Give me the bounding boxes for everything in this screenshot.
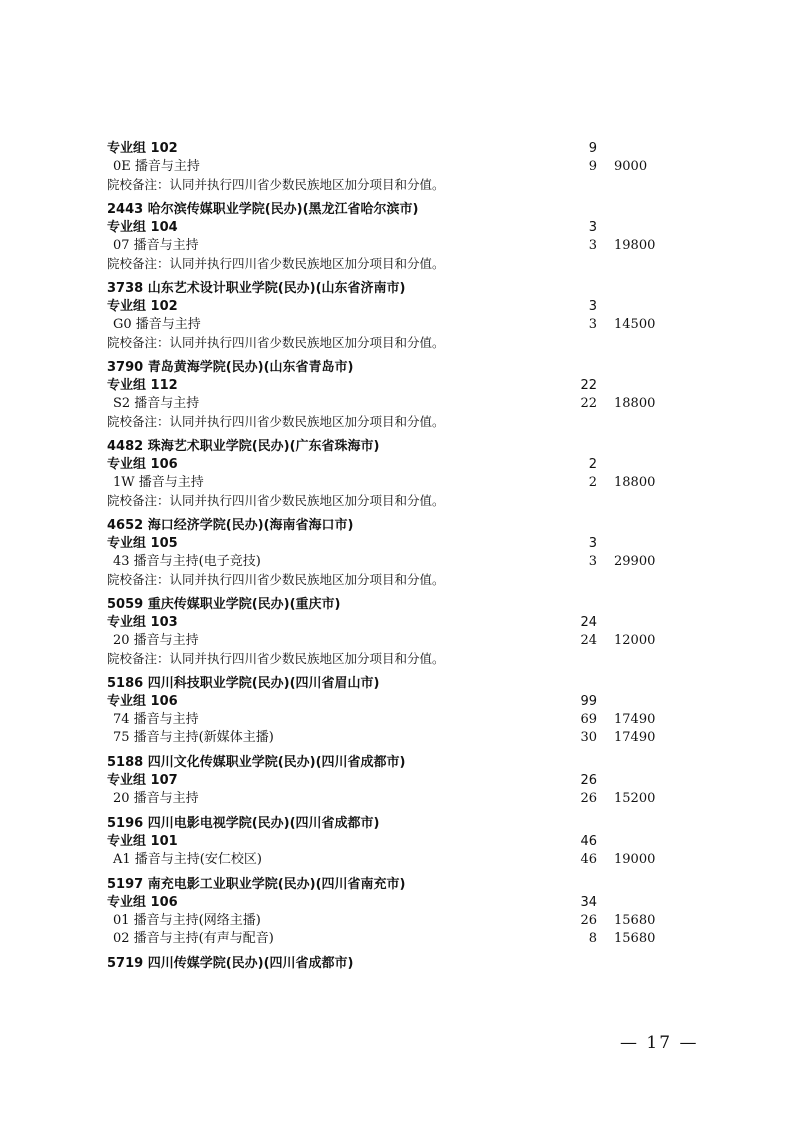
major-group-row [0, 219, 800, 237]
tuition-fee: 15680 [614, 913, 656, 928]
major-group-row [0, 140, 800, 158]
major-row [0, 316, 800, 334]
group-label: 专业组 106 [107, 694, 178, 709]
group-label: 专业组 105 [107, 536, 178, 551]
school-name: 5188 四川文化传媒职业学院(民办)(四川省成都市) [107, 755, 406, 770]
admission-table [0, 140, 800, 980]
school-name: 3738 山东艺术设计职业学院(民办)(山东省济南市) [107, 281, 406, 296]
school-block [0, 280, 800, 352]
major-label: 07 播音与主持 [113, 238, 199, 253]
school-name: 4652 海口经济学院(民办)(海南省海口市) [107, 518, 354, 533]
plan-count: 3 [588, 554, 597, 569]
group-label: 专业组 104 [107, 220, 178, 235]
major-label: G0 播音与主持 [113, 317, 201, 332]
school-heading [0, 675, 800, 693]
note-label: 院校备注：认同并执行四川省少数民族地区加分项目和分值。 [107, 177, 445, 192]
major-group-row [0, 456, 800, 474]
plan-count: 34 [580, 895, 597, 910]
major-group-row [0, 614, 800, 632]
major-label: 01 播音与主持(网络主播) [113, 913, 261, 928]
major-group-row [0, 772, 800, 790]
tuition-fee: 17490 [614, 730, 656, 745]
plan-count: 3 [588, 299, 597, 314]
tuition-fee: 18800 [614, 475, 656, 490]
plan-count: 24 [580, 615, 597, 630]
plan-count: 3 [588, 317, 597, 332]
major-row [0, 711, 800, 729]
plan-count: 46 [580, 834, 597, 849]
major-row [0, 158, 800, 176]
major-label: 75 播音与主持(新媒体主播) [113, 730, 274, 745]
school-block [0, 201, 800, 273]
major-label: 02 播音与主持(有声与配音) [113, 931, 274, 946]
major-row [0, 237, 800, 255]
major-row [0, 729, 800, 747]
tuition-fee: 19000 [614, 852, 656, 867]
major-label: A1 播音与主持(安仁校区) [113, 852, 262, 867]
plan-count: 2 [588, 475, 597, 490]
major-group-row [0, 894, 800, 912]
plan-count: 99 [580, 694, 597, 709]
major-row [0, 930, 800, 948]
plan-count: 26 [580, 913, 597, 928]
school-heading [0, 815, 800, 833]
plan-count: 26 [580, 791, 597, 806]
tuition-fee: 9000 [614, 159, 648, 174]
school-block [0, 359, 800, 431]
plan-count: 9 [588, 159, 597, 174]
major-label: 20 播音与主持 [113, 791, 199, 806]
tuition-fee: 15680 [614, 931, 656, 946]
major-label: S2 播音与主持 [113, 396, 200, 411]
plan-count: 3 [588, 220, 597, 235]
plan-count: 69 [580, 712, 597, 727]
school-name: 5719 四川传媒学院(民办)(四川省成都市) [107, 956, 354, 971]
school-block [0, 754, 800, 808]
group-label: 专业组 101 [107, 834, 178, 849]
note-label: 院校备注：认同并执行四川省少数民族地区加分项目和分值。 [107, 572, 445, 587]
school-note [0, 650, 800, 668]
page-number: — 17 — [620, 1033, 699, 1053]
school-heading [0, 280, 800, 298]
school-block [0, 438, 800, 510]
school-name: 5197 南充电影工业职业学院(民办)(四川省南充市) [107, 877, 406, 892]
school-name: 3790 青岛黄海学院(民办)(山东省青岛市) [107, 360, 354, 375]
major-row [0, 912, 800, 930]
tuition-fee: 17490 [614, 712, 656, 727]
school-name: 5059 重庆传媒职业学院(民办)(重庆市) [107, 597, 341, 612]
major-group-row [0, 377, 800, 395]
school-heading [0, 876, 800, 894]
plan-count: 3 [588, 536, 597, 551]
school-name: 5196 四川电影电视学院(民办)(四川省成都市) [107, 816, 380, 831]
group-label: 专业组 102 [107, 141, 178, 156]
school-block [0, 876, 800, 948]
plan-count: 26 [580, 773, 597, 788]
tuition-fee: 29900 [614, 554, 656, 569]
note-label: 院校备注：认同并执行四川省少数民族地区加分项目和分值。 [107, 414, 445, 429]
plan-count: 46 [580, 852, 597, 867]
school-heading [0, 517, 800, 535]
note-label: 院校备注：认同并执行四川省少数民族地区加分项目和分值。 [107, 256, 445, 271]
group-label: 专业组 102 [107, 299, 178, 314]
school-note [0, 176, 800, 194]
school-name: 2443 哈尔滨传媒职业学院(民办)(黑龙江省哈尔滨市) [107, 202, 419, 217]
school-heading [0, 438, 800, 456]
plan-count: 30 [580, 730, 597, 745]
major-label: 0E 播音与主持 [113, 159, 200, 174]
group-label: 专业组 107 [107, 773, 178, 788]
note-label: 院校备注：认同并执行四川省少数民族地区加分项目和分值。 [107, 335, 445, 350]
school-block [0, 955, 800, 973]
school-block [0, 675, 800, 747]
school-heading [0, 201, 800, 219]
school-block [0, 815, 800, 869]
group-label: 专业组 106 [107, 457, 178, 472]
school-heading [0, 596, 800, 614]
tuition-fee: 19800 [614, 238, 656, 253]
tuition-fee: 14500 [614, 317, 656, 332]
major-row [0, 790, 800, 808]
school-heading [0, 955, 800, 973]
plan-count: 2 [588, 457, 597, 472]
plan-count: 9 [588, 141, 597, 156]
major-row [0, 395, 800, 413]
major-row [0, 474, 800, 492]
major-row [0, 553, 800, 571]
school-block [0, 140, 800, 194]
tuition-fee: 15200 [614, 791, 656, 806]
group-label: 专业组 103 [107, 615, 178, 630]
group-label: 专业组 106 [107, 895, 178, 910]
school-note [0, 413, 800, 431]
plan-count: 3 [588, 238, 597, 253]
plan-count: 22 [580, 378, 597, 393]
school-note [0, 334, 800, 352]
school-block [0, 596, 800, 668]
school-block [0, 517, 800, 589]
major-label: 43 播音与主持(电子竞技) [113, 554, 261, 569]
major-group-row [0, 298, 800, 316]
school-heading [0, 359, 800, 377]
tuition-fee: 18800 [614, 396, 656, 411]
plan-count: 24 [580, 633, 597, 648]
tuition-fee: 12000 [614, 633, 656, 648]
school-name: 4482 珠海艺术职业学院(民办)(广东省珠海市) [107, 439, 380, 454]
school-note [0, 571, 800, 589]
major-group-row [0, 693, 800, 711]
school-note [0, 492, 800, 510]
school-name: 5186 四川科技职业学院(民办)(四川省眉山市) [107, 676, 380, 691]
major-group-row [0, 833, 800, 851]
plan-count: 8 [588, 931, 597, 946]
major-label: 74 播音与主持 [113, 712, 199, 727]
note-label: 院校备注：认同并执行四川省少数民族地区加分项目和分值。 [107, 493, 445, 508]
plan-count: 22 [580, 396, 597, 411]
major-row [0, 851, 800, 869]
major-row [0, 632, 800, 650]
school-note [0, 255, 800, 273]
major-label: 1W 播音与主持 [113, 475, 204, 490]
major-label: 20 播音与主持 [113, 633, 199, 648]
note-label: 院校备注：认同并执行四川省少数民族地区加分项目和分值。 [107, 651, 445, 666]
school-heading [0, 754, 800, 772]
major-group-row [0, 535, 800, 553]
group-label: 专业组 112 [107, 378, 178, 393]
